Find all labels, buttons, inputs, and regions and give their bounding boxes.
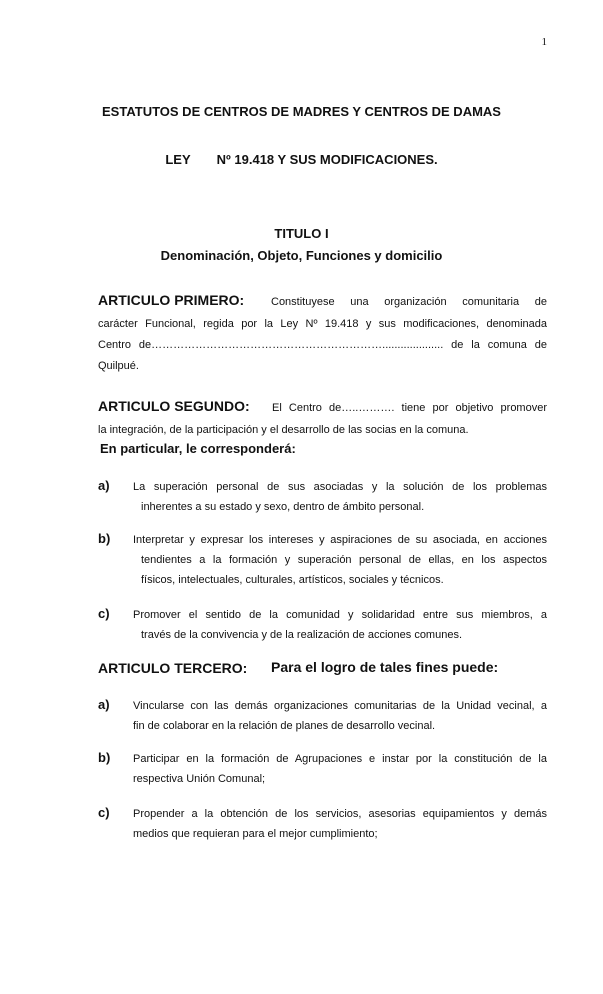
titulo-subheading: Denominación, Objeto, Funciones y domicilio [160,248,443,263]
page-number: 1 [541,36,547,48]
article-2-item-b-line2: tendientes a la formación y superación personal de ellas, en los aspectos [141,554,547,566]
law-label: LEY [165,152,191,167]
article-3-item-c-letter: c) [98,805,110,820]
article-2-item-b-line1: Interpretar y expresar los intereses y aspiraciones de su asociada, en acciones [133,534,547,546]
article-2-line2: la integración, de la participación y el desarrollo de las socias en la comuna. [98,424,469,436]
article-3-item-a-line1: Vincularse con las demás organizaciones comunitarias de la Unidad vecinal, a [133,700,547,712]
article-2-subheading: En particular, le corresponderá: [100,441,296,456]
article-1-heading: ARTICULO PRIMERO: [98,292,245,308]
article-2-item-b-letter: b) [98,531,111,546]
document-title: ESTATUTOS DE CENTROS DE MADRES Y CENTROS DE DAMAS [102,104,501,119]
article-3-item-b-line2: respectiva Unión Comunal; [133,773,266,785]
article-1-line3: Centro de……………………………………………………….................... de la comuna de [98,339,547,351]
article-1-line1: Constituyese una organización comunitaria de [271,296,547,308]
article-3-item-c-line2: medios que requieran para el mejor cumplimiento; [133,828,378,840]
titulo-heading: TITULO I [274,226,329,241]
article-3-subheading: Para el logro de tales fines puede: [271,659,499,675]
article-2-item-b [133,530,547,590]
article-2-heading: ARTICULO SEGUNDO: [98,398,250,414]
article-3-item-b [133,749,547,789]
article-3-item-a-letter: a) [98,697,110,712]
article-3-item-b-line1: Participar en la formación de Agrupaciones e instar por la constitución de la [133,753,547,765]
article-2-line1: El Centro de…..………. tiene por objetivo promover [272,402,547,414]
article-2-item-c-letter: c) [98,606,110,621]
article-2-item-c-line1: Promover el sentido de la comunidad y solidaridad entre sus miembros, a [133,609,547,621]
article-3-item-b-letter: b) [98,750,111,765]
article-3-item-a [133,696,547,736]
article-2-item-a-line1: La superación personal de sus asociadas y la solución de los problemas [133,481,547,493]
article-2-item-c [133,605,547,645]
article-3-item-a-line2: fin de colaborar en la relación de planes de desarrollo vecinal. [133,720,436,732]
article-1-line2: carácter Funcional, regida por la Ley Nº 19.418 y sus modificaciones, denominada [98,318,547,330]
article-3-item-c-line1: Propender a la obtención de los servicios, asesorias equipamientos y demás [133,808,547,820]
law-number: Nº 19.418 Y SUS MODIFICACIONES. [216,152,438,167]
law-line [0,152,603,167]
article-2-item-a [133,477,547,517]
article-1-line4: Quilpué. [98,360,139,372]
article-2-item-a-line2: inherentes a su estado y sexo, dentro de ámbito personal. [141,501,425,513]
article-2-item-a-letter: a) [98,478,110,493]
article-3-heading: ARTICULO TERCERO: [98,660,248,676]
article-3-item-c [133,804,547,844]
article-2-item-b-line3: físicos, intelectuales, culturales, artísticos, sociales y técnicos. [141,574,444,586]
article-2-item-c-line2: través de la convivencia y de la realización de acciones comunes. [141,629,463,641]
